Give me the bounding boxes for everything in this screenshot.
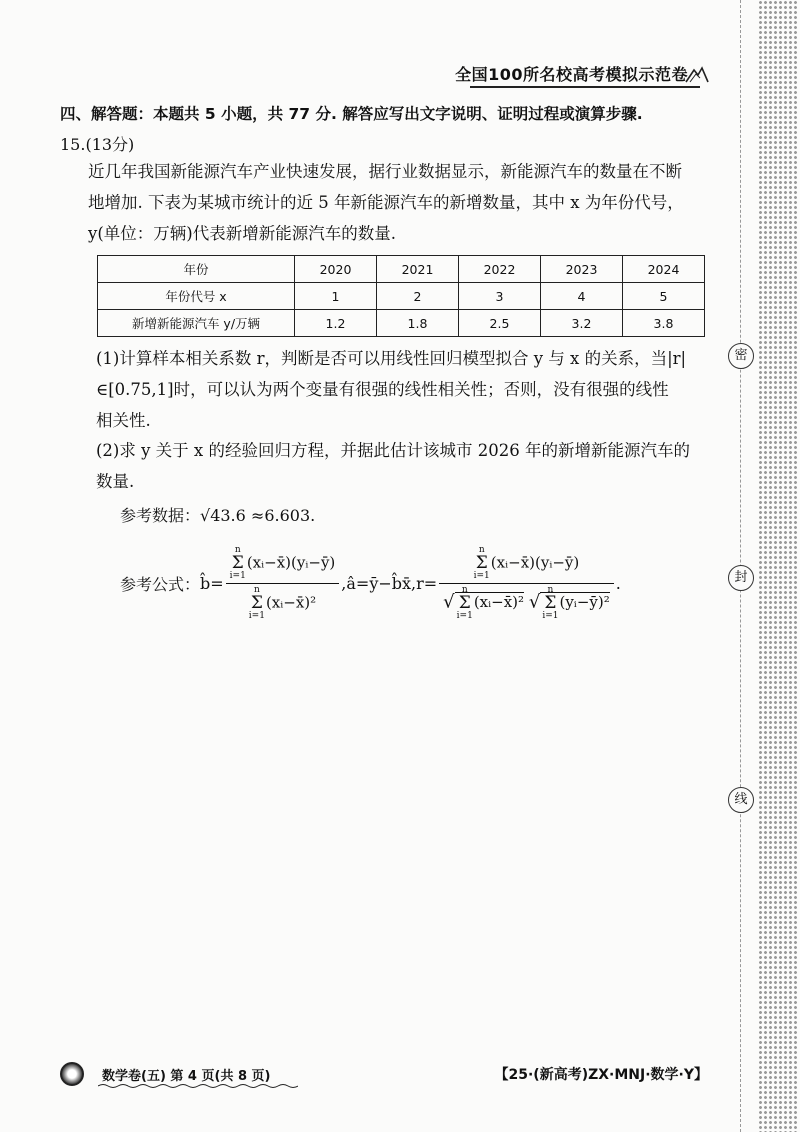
table-cell: 4 — [541, 283, 623, 310]
b-numerator: (xᵢ−x̄)(yᵢ−ȳ) — [246, 553, 336, 571]
r-denominator-y: (yᵢ−ȳ)² — [559, 593, 610, 611]
part1-line: (1)计算样本相关系数 r，判断是否可以用线性回归模型拟合 y 与 x 的关系，当|r| — [96, 349, 687, 368]
table-row-header: 年份代号 x — [98, 283, 295, 310]
r-label: r= — [416, 573, 438, 593]
binding-seal-char: 密 — [728, 343, 754, 369]
footer-page-info: 数学卷(五) 第 4 页(共 8 页) — [102, 1068, 271, 1084]
table-cell: 2024 — [623, 256, 705, 283]
intro-line: y(单位：万辆)代表新增新能源汽车的数量. — [88, 224, 396, 243]
part1-line: 相关性. — [96, 411, 151, 430]
footer-logo-icon — [60, 1062, 84, 1086]
table-cell: 1.8 — [377, 310, 459, 337]
table-cell: 2 — [377, 283, 459, 310]
table-cell: 2021 — [377, 256, 459, 283]
footer-wave-underline — [98, 1083, 298, 1089]
question-part-1 — [96, 343, 708, 436]
intro-line: 近几年我国新能源汽车产业快速发展，据行业数据显示，新能源汽车的数量在不断 — [88, 162, 682, 181]
r-numerator: (xᵢ−x̄)(yᵢ−ȳ) — [490, 553, 580, 571]
part2-line: (2)求 y 关于 x 的经验回归方程，并据此估计该城市 2026 年的新增新能源汽车的 — [96, 441, 690, 460]
table-cell: 2020 — [295, 256, 377, 283]
data-table — [97, 255, 705, 337]
table-cell: 3.2 — [541, 310, 623, 337]
intro-line: 地增加. 下表为某城市统计的近 5 年新能源汽车的新增数量，其中 x 为年份代号， — [88, 193, 684, 212]
table-cell: 5 — [623, 283, 705, 310]
formula-period: . — [615, 573, 621, 593]
header-title: 全国100所名校高考模拟示范卷 — [455, 65, 688, 84]
b-denominator: (xᵢ−x̄)² — [265, 593, 317, 611]
table-cell: 2023 — [541, 256, 623, 283]
reference-data: 参考数据：√43.6 ≈6.603. — [120, 506, 316, 525]
table-row — [98, 283, 705, 310]
table-cell: 2022 — [459, 256, 541, 283]
table-row-header: 新增新能源汽车 y/万辆 — [98, 310, 295, 337]
table-row — [98, 310, 705, 337]
binding-seal-char: 封 — [728, 565, 754, 591]
part1-line: ∈[0.75,1]时，可以认为两个变量有很强的线性相关性；否则，没有很强的线性 — [96, 380, 669, 399]
part2-line: 数量. — [96, 472, 135, 491]
question-intro — [88, 156, 704, 249]
b-hat-label: b̂= — [200, 573, 224, 593]
question-number: 15.(13分) — [60, 135, 135, 154]
header-rule — [470, 86, 700, 88]
a-hat-formula: ,â=ȳ−b̂x̄, — [341, 573, 417, 593]
formula-label: 参考公式： — [120, 574, 201, 594]
binding-dot-strip — [758, 0, 798, 1132]
binding-seal-char: 线 — [728, 787, 754, 813]
reference-formula — [120, 538, 621, 628]
section-heading: 四、解答题：本题共 5 小题，共 77 分. 解答应写出文字说明、证明过程或演算步骤. — [60, 105, 643, 123]
question-part-2 — [96, 435, 708, 497]
mountain-logo-icon — [684, 64, 710, 84]
table-row-header: 年份 — [98, 256, 295, 283]
table-row — [98, 256, 705, 283]
table-cell: 2.5 — [459, 310, 541, 337]
r-denominator-x: (xᵢ−x̄)² — [473, 593, 525, 611]
table-cell: 1 — [295, 283, 377, 310]
b-hat-fraction: n Σ i=1 (xᵢ−x̄)(yᵢ−ȳ) n Σ i=1 (xᵢ−x̄)² — [226, 546, 340, 621]
r-fraction: n Σ i=1 (xᵢ−x̄)(yᵢ−ȳ) √ n Σ i=1 (xᵢ−x̄)² √ n Σ i=1 (yᵢ−ȳ)² — [439, 546, 614, 621]
table-cell: 1.2 — [295, 310, 377, 337]
table-cell: 3 — [459, 283, 541, 310]
footer-code: 【25·(新高考)ZX·MNJ·数学·Y】 — [494, 1067, 708, 1083]
table-cell: 3.8 — [623, 310, 705, 337]
